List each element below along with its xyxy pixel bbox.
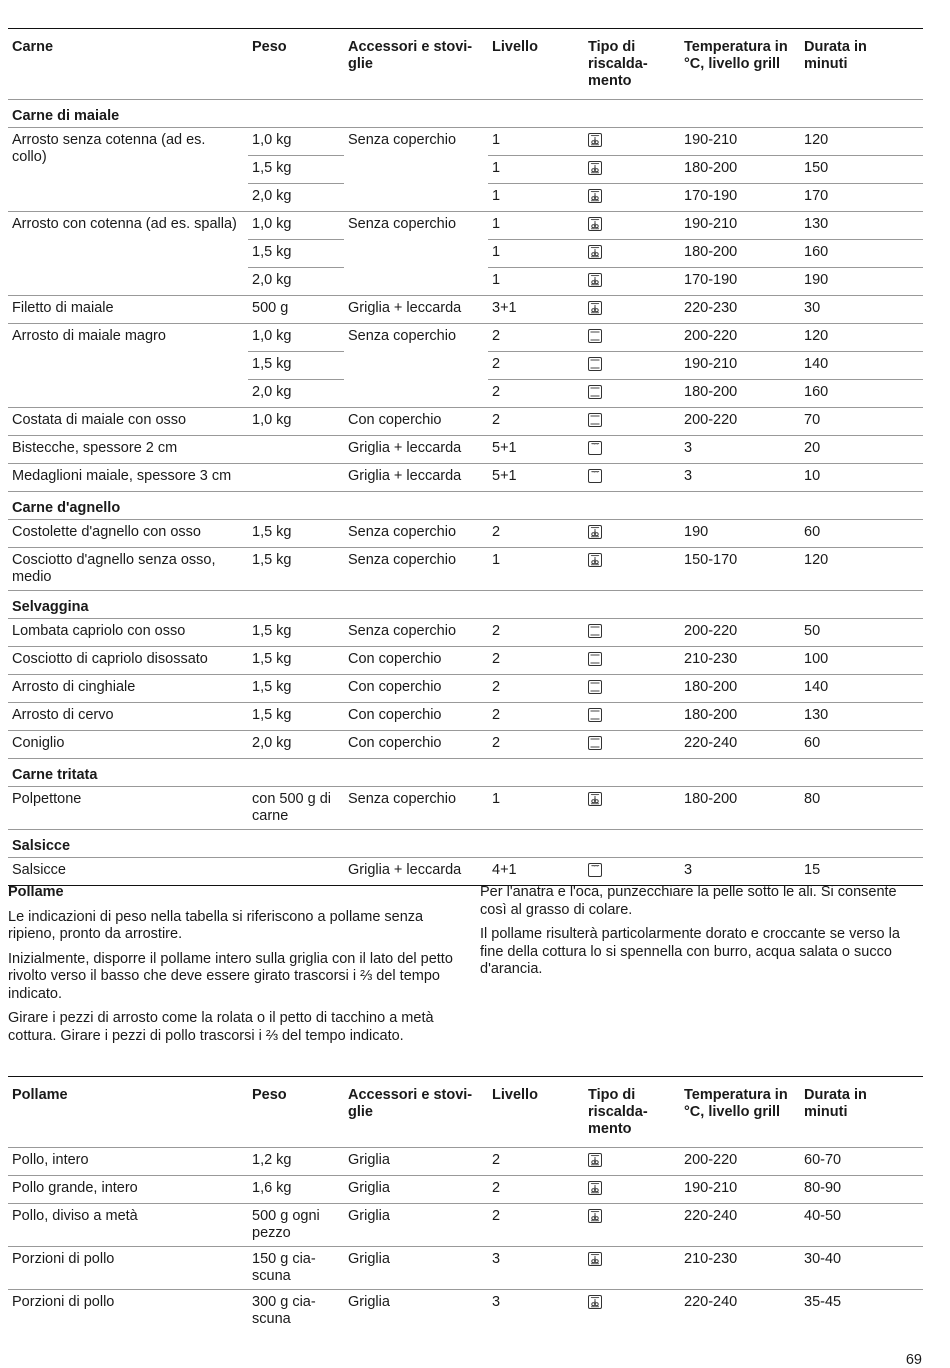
cell-level: 1 [488, 548, 584, 591]
cell-weight: 1,0 kg [248, 408, 344, 436]
cell-duration: 80-90 [800, 1176, 923, 1204]
cell-name: Arrosto senza cotenna (ad es. collo) [8, 128, 248, 212]
table-row [8, 128, 923, 156]
cell-heat-type [584, 548, 680, 591]
cell-weight: 1,5 kg [248, 240, 344, 268]
grill-icon [588, 863, 602, 877]
cell-weight: 1,2 kg [248, 1148, 344, 1176]
cell-accessory: Griglia + leccarda [344, 296, 488, 324]
cell-duration: 190 [800, 268, 923, 296]
cell-name: Porzioni di pollo [8, 1290, 248, 1333]
cell-temperature: 190-210 [680, 1176, 800, 1204]
circulating-air-icon [588, 1209, 602, 1223]
cell-duration: 40-50 [800, 1204, 923, 1247]
grill-icon [588, 441, 602, 455]
cell-duration: 130 [800, 212, 923, 240]
cell-heat-type [584, 731, 680, 759]
cell-duration: 170 [800, 184, 923, 212]
cell-weight: 1,5 kg [248, 619, 344, 647]
cell-name: Pollo grande, intero [8, 1176, 248, 1204]
cell-accessory: Griglia + leccarda [344, 858, 488, 886]
cell-weight: 1,6 kg [248, 1176, 344, 1204]
cell-name: Coniglio [8, 731, 248, 759]
cell-level: 3+1 [488, 296, 584, 324]
col-header-peso: Peso [248, 29, 344, 100]
cell-temperature: 180-200 [680, 675, 800, 703]
top-bottom-heat-icon [588, 624, 602, 638]
cell-accessory: Senza coperchio [344, 324, 488, 408]
cell-heat-type [584, 1148, 680, 1176]
circulating-air-icon [588, 1252, 602, 1266]
poultry-notes-left [8, 884, 453, 1052]
cell-temperature: 170-190 [680, 268, 800, 296]
circulating-air-icon [588, 1181, 602, 1195]
cell-level: 1 [488, 240, 584, 268]
cell-accessory: Senza coperchio [344, 128, 488, 212]
table-row [8, 1176, 923, 1204]
cell-accessory: Griglia [344, 1148, 488, 1176]
col-header-temperatura: Temperatura in °C, livello grill [680, 1077, 800, 1148]
paragraph: Girare i pezzi di arrosto come la rolata o il petto di tacchino a metà cottura. Girare i pezzi di pollo trascorsi i ⅔ del tempo indicato. [8, 1010, 434, 1044]
cell-temperature: 220-230 [680, 296, 800, 324]
cell-duration: 80 [800, 787, 923, 830]
cell-duration: 60 [800, 731, 923, 759]
cell-temperature: 210-230 [680, 647, 800, 675]
circulating-air-icon [588, 1295, 602, 1309]
cell-duration: 20 [800, 436, 923, 464]
top-bottom-heat-icon [588, 357, 602, 371]
cell-temperature: 200-220 [680, 1148, 800, 1176]
col-header-tipo-riscaldamento: Tipo di riscalda- mento [584, 1077, 680, 1148]
cell-weight: 2,0 kg [248, 380, 344, 408]
cell-level: 2 [488, 1204, 584, 1247]
cell-heat-type [584, 703, 680, 731]
cell-heat-type [584, 184, 680, 212]
cell-weight: 2,0 kg [248, 268, 344, 296]
table-row [8, 1204, 923, 1247]
cell-duration: 15 [800, 858, 923, 886]
circulating-air-icon [588, 217, 602, 231]
cell-level: 2 [488, 675, 584, 703]
cell-temperature: 3 [680, 464, 800, 492]
cell-temperature: 200-220 [680, 408, 800, 436]
cell-temperature: 3 [680, 436, 800, 464]
cell-level: 1 [488, 212, 584, 240]
cell-temperature: 200-220 [680, 619, 800, 647]
col-header-carne: Carne [8, 29, 248, 100]
cell-heat-type [584, 156, 680, 184]
cell-weight: 1,5 kg [248, 352, 344, 380]
section-title: Selvaggina [8, 591, 923, 619]
top-bottom-heat-icon [588, 413, 602, 427]
page-number: 69 [905, 1352, 922, 1368]
circulating-air-icon [588, 525, 602, 539]
cell-level: 2 [488, 703, 584, 731]
cell-heat-type [584, 675, 680, 703]
cell-weight: 300 g cia-scuna [248, 1290, 344, 1333]
cell-duration: 50 [800, 619, 923, 647]
col-header-livello: Livello [488, 29, 584, 100]
cell-heat-type [584, 296, 680, 324]
cell-level: 2 [488, 1148, 584, 1176]
cell-weight: 500 g ogni pezzo [248, 1204, 344, 1247]
cell-temperature: 3 [680, 858, 800, 886]
table-row [8, 520, 923, 548]
col-header-accessori: Accessori e stovi- glie [344, 29, 488, 100]
cell-heat-type [584, 352, 680, 380]
section-heading: Pollame [8, 884, 64, 900]
cell-weight: con 500 g di carne [248, 787, 344, 830]
cell-level: 2 [488, 1176, 584, 1204]
cell-accessory: Senza coperchio [344, 520, 488, 548]
cell-accessory: Senza coperchio [344, 212, 488, 296]
cell-temperature: 170-190 [680, 184, 800, 212]
section-title: Carne di maiale [8, 100, 923, 128]
table-row [8, 1290, 923, 1333]
cell-level: 2 [488, 619, 584, 647]
cell-accessory: Senza coperchio [344, 787, 488, 830]
cell-heat-type [584, 324, 680, 352]
section-header-row [8, 591, 923, 619]
cell-heat-type [584, 1204, 680, 1247]
section-title: Carne d'agnello [8, 492, 923, 520]
cell-accessory: Griglia [344, 1247, 488, 1290]
col-header-accessori: Accessori e stovi- glie [344, 1077, 488, 1148]
cell-name: Bistecche, spessore 2 cm [8, 436, 248, 464]
grill-icon [588, 469, 602, 483]
cell-temperature: 190-210 [680, 352, 800, 380]
cell-temperature: 190-210 [680, 212, 800, 240]
cell-duration: 140 [800, 675, 923, 703]
cell-duration: 60-70 [800, 1148, 923, 1176]
cell-level: 2 [488, 647, 584, 675]
cell-duration: 120 [800, 548, 923, 591]
table-row [8, 858, 923, 886]
cell-accessory: Con coperchio [344, 408, 488, 436]
section-title: Carne tritata [8, 759, 923, 787]
cell-duration: 60 [800, 520, 923, 548]
cell-name: Pollo, intero [8, 1148, 248, 1176]
cell-name: Arrosto con cotenna (ad es. spalla) [8, 212, 248, 296]
table-row [8, 675, 923, 703]
cell-duration: 10 [800, 464, 923, 492]
cell-temperature: 150-170 [680, 548, 800, 591]
table-row [8, 408, 923, 436]
cell-level: 2 [488, 380, 584, 408]
circulating-air-icon [588, 553, 602, 567]
cell-level: 1 [488, 268, 584, 296]
cell-duration: 35-45 [800, 1290, 923, 1333]
cell-weight: 1,5 kg [248, 647, 344, 675]
cell-heat-type [584, 520, 680, 548]
section-title: Salsicce [8, 830, 923, 858]
cell-accessory: Griglia + leccarda [344, 464, 488, 492]
circulating-air-icon [588, 189, 602, 203]
cell-level: 1 [488, 156, 584, 184]
cell-heat-type [584, 436, 680, 464]
circulating-air-icon [588, 301, 602, 315]
cell-name: Salsicce [8, 858, 248, 886]
cell-duration: 140 [800, 352, 923, 380]
paragraph: Il pollame risulterà particolarmente dorato e croccante se verso la fine della cottura lo si spennella con burro, acqua salata o succo d'arancia. [480, 926, 900, 977]
cell-heat-type [584, 858, 680, 886]
cell-name: Arrosto di cinghiale [8, 675, 248, 703]
cell-temperature: 190-210 [680, 128, 800, 156]
cell-accessory: Griglia + leccarda [344, 436, 488, 464]
paragraph: Le indicazioni di peso nella tabella si riferiscono a pollame senza ripieno, pronto da arrostire. [8, 908, 424, 942]
cell-weight [248, 464, 344, 492]
cell-level: 1 [488, 787, 584, 830]
top-bottom-heat-icon [588, 652, 602, 666]
cell-duration: 160 [800, 240, 923, 268]
top-bottom-heat-icon [588, 736, 602, 750]
paragraph: Inizialmente, disporre il pollame intero sulla griglia con il lato del petto rivolto verso il basso che deve essere girato trascorsi i ⅔ del tempo indicato. [8, 950, 453, 1002]
cell-heat-type [584, 408, 680, 436]
cell-heat-type [584, 212, 680, 240]
col-header-tipo-riscaldamento: Tipo di riscalda- mento [584, 29, 680, 100]
cell-heat-type [584, 647, 680, 675]
cell-accessory: Senza coperchio [344, 619, 488, 647]
section-header-row [8, 830, 923, 858]
cell-level: 1 [488, 184, 584, 212]
cell-name: Arrosto di cervo [8, 703, 248, 731]
cell-weight: 2,0 kg [248, 731, 344, 759]
cell-name: Arrosto di maiale magro [8, 324, 248, 408]
cell-heat-type [584, 787, 680, 830]
cell-duration: 160 [800, 380, 923, 408]
cell-weight: 500 g [248, 296, 344, 324]
cell-level: 2 [488, 324, 584, 352]
table-row [8, 703, 923, 731]
cell-accessory: Con coperchio [344, 675, 488, 703]
cell-heat-type [584, 1176, 680, 1204]
table-row [8, 1148, 923, 1176]
cell-name: Lombata capriolo con osso [8, 619, 248, 647]
table-row [8, 787, 923, 830]
cell-level: 2 [488, 408, 584, 436]
top-bottom-heat-icon [588, 680, 602, 694]
cell-duration: 70 [800, 408, 923, 436]
cell-weight [248, 436, 344, 464]
table-row [8, 1247, 923, 1290]
cell-weight: 2,0 kg [248, 184, 344, 212]
cell-duration: 120 [800, 324, 923, 352]
cell-name: Pollo, diviso a metà [8, 1204, 248, 1247]
section-header-row [8, 492, 923, 520]
circulating-air-icon [588, 133, 602, 147]
cell-level: 5+1 [488, 464, 584, 492]
cell-temperature: 180-200 [680, 703, 800, 731]
cell-name: Cosciotto di capriolo disossato [8, 647, 248, 675]
cell-temperature: 180-200 [680, 156, 800, 184]
poultry-notes-right [480, 884, 925, 986]
circulating-air-icon [588, 245, 602, 259]
cell-level: 5+1 [488, 436, 584, 464]
cell-weight: 1,0 kg [248, 212, 344, 240]
cell-level: 2 [488, 520, 584, 548]
paragraph: Per l'anatra e l'oca, punzecchiare la pelle sotto le ali. Si consente così al grasso di colare. [480, 884, 897, 918]
table-row [8, 296, 923, 324]
cell-heat-type [584, 1247, 680, 1290]
table-row [8, 548, 923, 591]
circulating-air-icon [588, 792, 602, 806]
cell-accessory: Griglia [344, 1290, 488, 1333]
col-header-pollame: Pollame [8, 1077, 248, 1148]
cell-heat-type [584, 464, 680, 492]
circulating-air-icon [588, 273, 602, 287]
cell-temperature: 180-200 [680, 240, 800, 268]
cell-duration: 100 [800, 647, 923, 675]
table-row [8, 324, 923, 352]
cell-name: Cosciotto d'agnello senza osso, medio [8, 548, 248, 591]
cell-weight: 1,5 kg [248, 156, 344, 184]
cell-duration: 120 [800, 128, 923, 156]
cell-weight: 1,5 kg [248, 703, 344, 731]
cell-level: 1 [488, 128, 584, 156]
cell-level: 3 [488, 1290, 584, 1333]
cell-name: Filetto di maiale [8, 296, 248, 324]
section-header-row [8, 100, 923, 128]
cell-weight: 1,5 kg [248, 520, 344, 548]
cell-weight: 1,5 kg [248, 675, 344, 703]
col-header-durata: Durata in minuti [800, 1077, 923, 1148]
cell-duration: 30-40 [800, 1247, 923, 1290]
col-header-livello: Livello [488, 1077, 584, 1148]
circulating-air-icon [588, 1153, 602, 1167]
cell-duration: 30 [800, 296, 923, 324]
cell-heat-type [584, 240, 680, 268]
cell-weight: 1,0 kg [248, 128, 344, 156]
top-bottom-heat-icon [588, 329, 602, 343]
col-header-temperatura: Temperatura in °C, livello grill [680, 29, 800, 100]
top-bottom-heat-icon [588, 385, 602, 399]
cell-accessory: Con coperchio [344, 703, 488, 731]
table-header-row [8, 1077, 923, 1148]
cell-name: Costolette d'agnello con osso [8, 520, 248, 548]
cell-accessory: Senza coperchio [344, 548, 488, 591]
cell-heat-type [584, 380, 680, 408]
cell-accessory: Con coperchio [344, 647, 488, 675]
cell-heat-type [584, 619, 680, 647]
cell-level: 3 [488, 1247, 584, 1290]
poultry-cooking-table [8, 1076, 923, 1332]
cell-temperature: 220-240 [680, 731, 800, 759]
table-row [8, 212, 923, 240]
cell-name: Porzioni di pollo [8, 1247, 248, 1290]
cell-weight: 1,5 kg [248, 548, 344, 591]
table-row [8, 619, 923, 647]
cell-duration: 150 [800, 156, 923, 184]
table-row [8, 731, 923, 759]
cell-name: Costata di maiale con osso [8, 408, 248, 436]
section-header-row [8, 759, 923, 787]
cell-duration: 130 [800, 703, 923, 731]
table-header-row [8, 29, 923, 100]
cell-level: 2 [488, 352, 584, 380]
cell-heat-type [584, 128, 680, 156]
cell-name: Medaglioni maiale, spessore 3 cm [8, 464, 248, 492]
table-row [8, 647, 923, 675]
cell-temperature: 180-200 [680, 380, 800, 408]
col-header-peso: Peso [248, 1077, 344, 1148]
cell-temperature: 190 [680, 520, 800, 548]
cell-level: 4+1 [488, 858, 584, 886]
cell-heat-type [584, 268, 680, 296]
cell-temperature: 200-220 [680, 324, 800, 352]
cell-level: 2 [488, 731, 584, 759]
table-row [8, 436, 923, 464]
cell-accessory: Griglia [344, 1176, 488, 1204]
cell-accessory: Con coperchio [344, 731, 488, 759]
top-bottom-heat-icon [588, 708, 602, 722]
cell-weight: 150 g cia-scuna [248, 1247, 344, 1290]
cell-weight [248, 858, 344, 886]
cell-temperature: 220-240 [680, 1290, 800, 1333]
cell-weight: 1,0 kg [248, 324, 344, 352]
circulating-air-icon [588, 161, 602, 175]
col-header-durata: Durata in minuti [800, 29, 923, 100]
meat-cooking-table [8, 28, 923, 886]
cell-heat-type [584, 1290, 680, 1333]
cell-name: Polpettone [8, 787, 248, 830]
table-row [8, 464, 923, 492]
cell-temperature: 180-200 [680, 787, 800, 830]
cell-accessory: Griglia [344, 1204, 488, 1247]
cell-temperature: 220-240 [680, 1204, 800, 1247]
cell-temperature: 210-230 [680, 1247, 800, 1290]
